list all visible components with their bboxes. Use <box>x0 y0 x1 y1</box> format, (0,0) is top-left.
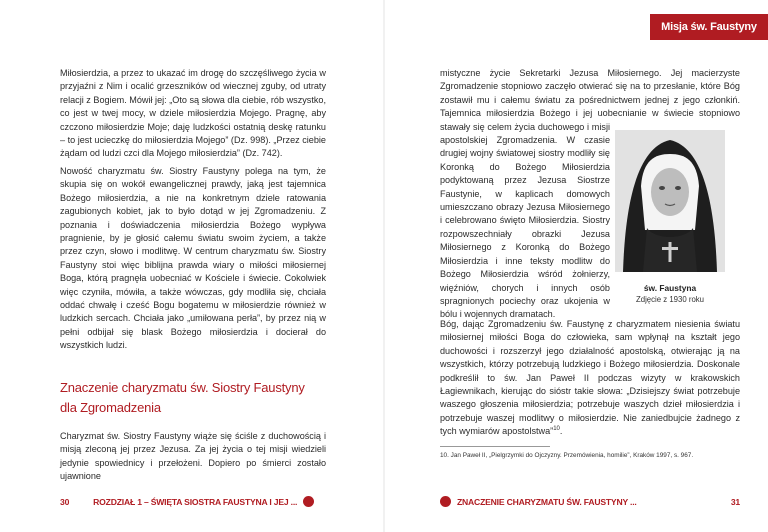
left-paragraph-1: Miłosierdzia, a przez to ukazać im drogę do szczęśliwego życia w przyjaźni z Nim i ocalić grzeszników od wiecznej zguby, od utraty relacji z Bogiem. Mówił jej: „Oto są słowa dla ciebie, rób wszystko, co jest w twej mocy, w dziele miłosierdzia Mojego. Pragnę, aby czczono miłosierdzie Moje; daję ludzkości ostatnią deskę ratunku – to jest ucieczkę do miłosierdzia Mojego” (Dz. 998). „Przez ciebie żądam od ludzi czci dla Mojego miłosierdzia” (Dz. 742). <box>60 68 326 159</box>
right-paragraph-2-text: Bóg, dając Zgromadzeniu św. Faustynę z charyzmatem niesienia światu miłosiernej miłości Boga do człowieka, sam wpłynął na kształt jego duchowości i rozszerzył jego działalność apostolską, otwierając ją na wszystkich, którzy potrzebują ludzkiego i Bożego miłosierdzia. Doskonale podkreślił to św. Jan Paweł II podczas wizyty w krakowskich Łagiewnikach, kierując do sióstr takie słowa: „Dzisiejszy świat potrzebuje waszego głoszenia miłosierdzia; potrzebuje waszych dzieł miłosierdzia i potrzebuje waszej modlitwy o miłosierdzie. Nie zaniedbujcie żadnego z tych wymiarów apostolstwa” <box>440 319 740 437</box>
footnote-rule <box>440 446 550 447</box>
page-number-right: 31 <box>730 496 740 507</box>
left-footer <box>60 496 330 507</box>
footer-dot-icon <box>440 496 451 507</box>
photo-caption-date: Zdjęcie z 1930 roku <box>635 295 705 304</box>
right-paragraph-1-lead: mistyczne życie Sekretarki Jezusa Miłosiernego. Jej macierzyste Zgromadzenie stopniowo zaczęło otwierać się na to przesłanie, które Bóg zostawił mu i całemu światu za pośrednictwem jednej z jego członkiń. Tajemnica miłosierdzia Bożego i jej uobecnianie <box>440 68 740 119</box>
portrait-photo <box>615 130 725 272</box>
chapter-title-right: ZNACZENIE CHARYZMATU ŚW. FAUSTYNY ... <box>457 496 637 507</box>
right-paragraph-2: Bóg, dając Zgromadzeniu św. Faustynę z charyzmatem niesienia światu miłosiernej miłości Boga do człowieka, sam wpłynął na kształt jego duchowości i rozszerzył jego działalność apostolską, otwierając ją na wszystkich, którzy potrzebują ludzkiego i Bożego miłosierdzia. Doskonale podkreślił to św. Jan Paweł II podczas wizyty w krakowskich Łagiewnikach, kierując do sióstr takie słowa: „Dzisiejszy świat potrzebuje waszego głoszenia miłosierdzia; potrzebuje waszych dzieł miłosierdzia i potrzebuje waszej modlitwy o miłosierdzie. Nie zaniedbujcie żadnego z tych wymiarów apostolstwa”$^{10}$. <box>440 319 740 437</box>
section-heading <box>60 378 340 418</box>
portrait-nun-icon <box>615 130 725 272</box>
chapter-title-left: ROZDZIAŁ 1 – ŚWIĘTA SIOSTRA FAUSTYNA I JEJ ... <box>93 496 298 507</box>
footer-dot-icon <box>303 496 314 507</box>
left-paragraph-3: Charyzmat św. Siostry Faustyny wiąże się ściśle z duchowością i misją zleconą jej przez Jezusa. Za jej życia o tej misji wiedzieli jedynie spowiednicy i przełożeni. Dopiero po śmierci zostało ujawnione <box>60 431 326 482</box>
section-heading-line-2: dla Zgromadzenia <box>60 400 161 415</box>
left-paragraph-2: Nowość charyzmatu św. Siostry Faustyny polega na tym, że skupia się on wokół ewangelicznej prawdy, jaką jest tajemnica Bożego miłosierdzia, a nie na konkretnym dziele ratowania zagubionych kobiet, jak to było dotąd w jej Zgromadzeniu. Z poznania i doświadczenia miłosierdzia Bożego wypływa pragnienie, by je głosić całemu światu swoim życiem, a także przez czyn, słowo i modlitwę. W centrum charyzmatu św. Siostry Faustyny stoi więc biblijna prawda wiary o miłości miłosiernej Boga, którą pragnęła uobecniać w Kościele i świecie. Cokolwiek więc czyniła, mówiła, a także wówczas, gdy modliła się, chciała oddać chwałę i cześć Bogu bogatemu w miłosierdzie również w ludzkich sercach. Chciała jako „umiłowana perła”, by przez nią w pełni odbijał się blask Bożego miłosierdzia i docierał do wszystkich ludzi. <box>60 166 326 351</box>
footnote: 10. Jan Paweł II, „Pielgrzymki do Ojczyzny. Przemówienia, homilie”, Kraków 1997, s. 967. <box>440 452 694 459</box>
page-number-left: 30 <box>60 496 70 507</box>
section-tab: Misja św. Faustyny <box>650 14 768 40</box>
right-footer <box>440 496 740 507</box>
footnote-ref[interactable]: 10 <box>553 426 560 433</box>
photo-caption-name: św. Faustyna <box>643 283 697 293</box>
right-paragraph-1-wrap: w świecie stopniowo stawały się celem życia duchowego i misji apostolskiej Zgromadzenia. W czasie drugiej wojny światowej siostry modliły się Koronką do Bożego Miłosierdzia podyktowaną przez Jezusa Siostrze Faustynie, w kaplicach domowych umieszczano obrazy Jezusa Miłosiernego i celebrowano święto Miłosierdzia. Siostry rozpowszechniały obrazki Jezusa Miłosiernego z Koronką do Bożego Miłosierdzia i inne teksty modlitw do Bożego Miłosierdzia wśród żołnierzy, więźniów, chorych i innych osób spragnionych pociechy oraz ukojenia w bólu i wojennych dramatach. <box>440 108 741 320</box>
section-heading-line-1: Znaczenie charyzmatu św. Siostry Faustyny <box>60 380 305 395</box>
right-page <box>384 0 768 532</box>
